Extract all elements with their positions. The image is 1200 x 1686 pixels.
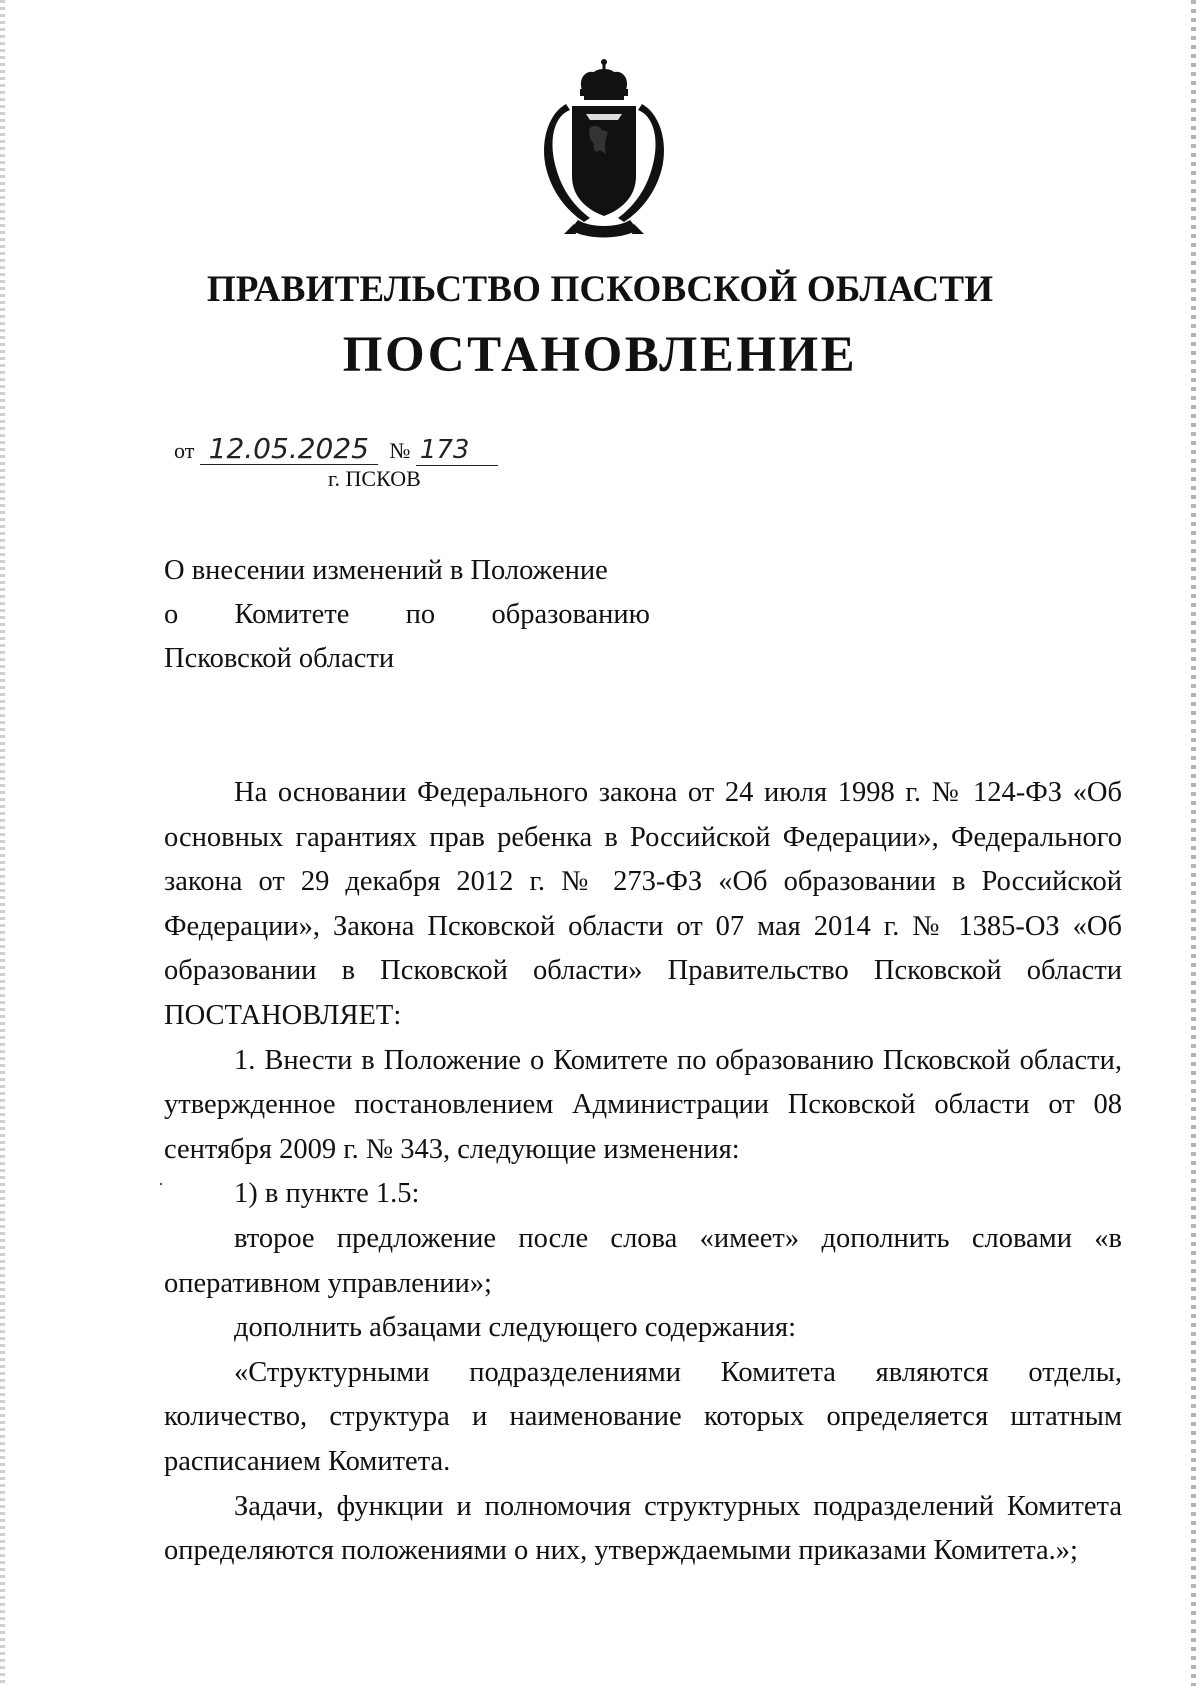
pskov-oblast-coat-of-arms-icon [534, 58, 674, 242]
body-paragraph: второе предложение после слова «имеет» дополнить словами «в оперативном управлении»; [164, 1222, 1122, 1299]
body-paragraph: «Структурными подразделениями Комитета являются отделы, количество, структура и наименование которых определяется штатным расписанием Комитета. [164, 1356, 1122, 1477]
government-title: ПРАВИТЕЛЬСТВО ПСКОВСКОЙ ОБЛАСТИ [206, 269, 994, 310]
subject-line-1: О внесении изменений в Положение [164, 555, 608, 586]
body-paragraph: На основании Федерального закона от 24 июля 1998 г. № 124-ФЗ «Об основных гарантиях прав ребенка в Российской Федерации», Федерального закона от 29 декабря 2012 г. № 273-ФЗ «Об образовании в Российской Федерации», Закона Псковской области от 07 мая 2014 г. № 1385-ОЗ «Об образовании в Псковской области» Правительство Псковской области ПОСТАНОВЛЯЕТ: [164, 777, 1122, 1031]
subject-word: образованию [491, 599, 650, 630]
subject-line-2 [164, 593, 650, 637]
subject-word: Комитете [234, 599, 350, 630]
subject-word: по [405, 599, 436, 630]
date-number-line [174, 434, 498, 466]
body-paragraph: 1) в пункте 1.5: [234, 1178, 420, 1210]
document-number: 173 [416, 435, 498, 466]
scan-edge-right [1191, 0, 1196, 1686]
document-type-title: ПОСТАНОВЛЕНИЕ [342, 327, 858, 383]
body-paragraph: дополнить абзацами следующего содержания: [234, 1312, 797, 1344]
body-paragraph: 1. Внести в Положение о Комитете по образованию Псковской области, утвержденное постановлением Администрации Псковской области от 08 сентября 2009 г. № 343, следующие изменения: [164, 1044, 1122, 1165]
subject-word: о [164, 599, 179, 630]
scan-edge-left [0, 0, 5, 1686]
city-label: г. ПСКОВ [328, 466, 421, 491]
body-paragraph: Задачи, функции и полномочия структурных подразделений Комитета определяются положениями о них, утверждаемыми приказами Комитета.»; [164, 1490, 1122, 1567]
date-label: от [174, 438, 195, 463]
subject-line-3: Псковской области [164, 643, 395, 674]
document-date: 12.05.2025 [200, 434, 378, 465]
number-label: № [389, 438, 411, 463]
document-subject [164, 549, 650, 681]
document-body [164, 771, 1122, 1574]
scan-speck [160, 1183, 162, 1185]
